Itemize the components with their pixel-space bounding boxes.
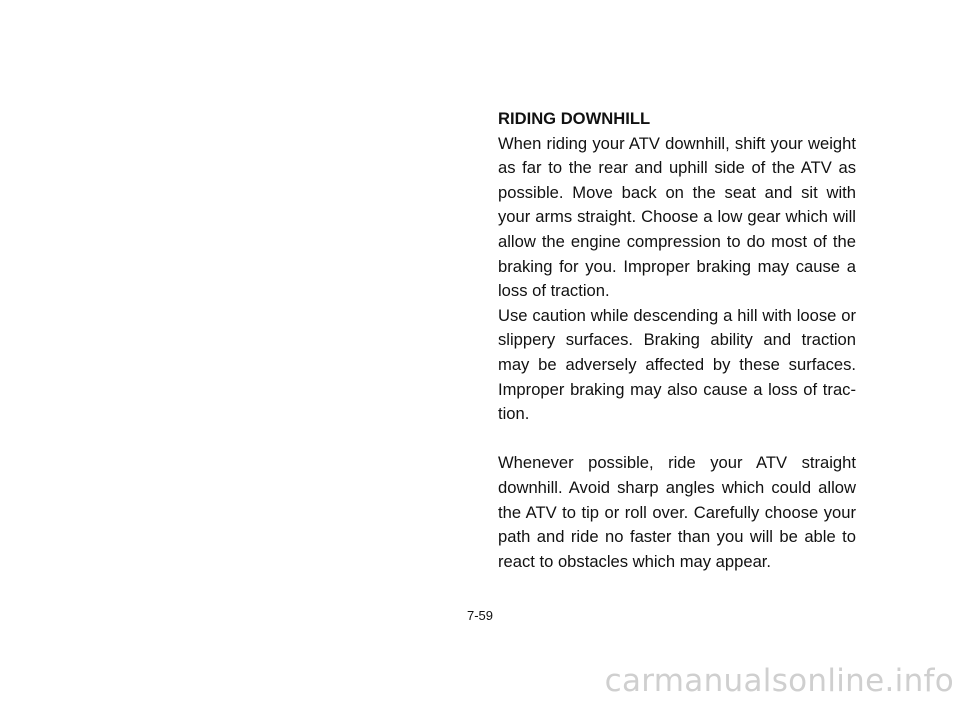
section-heading: RIDING DOWNHILL — [498, 109, 651, 128]
page-number: 7-59 — [466, 608, 494, 623]
paragraph-straight-downhill: Whenever possible, ride your ATV straight downhill. Avoid sharp angles which could allow the ATV to tip or roll over. Carefully choose your path and ride no faster than you will be able to react to obstacles which may appear. — [498, 453, 856, 571]
manual-section — [498, 107, 856, 574]
paragraph-slippery-surfaces: Use caution while descending a hill with loose or slippery surfaces. Braking ability and traction may be adversely affected by these surfaces. Improper braking may also cause a loss of trac-tion. — [498, 305, 856, 424]
watermark: carmanualsonline.info — [604, 663, 954, 699]
paragraph-spacer — [498, 427, 856, 452]
paragraph-downhill-posture: When riding your ATV downhill, shift your weight as far to the rear and uphill side of the ATV as possible. Move back on the seat and sit with your arms straight. Choose a low gear which will allow the engine compression to do most of the braking for you. Improper braking may cause a loss of traction. — [498, 133, 856, 301]
